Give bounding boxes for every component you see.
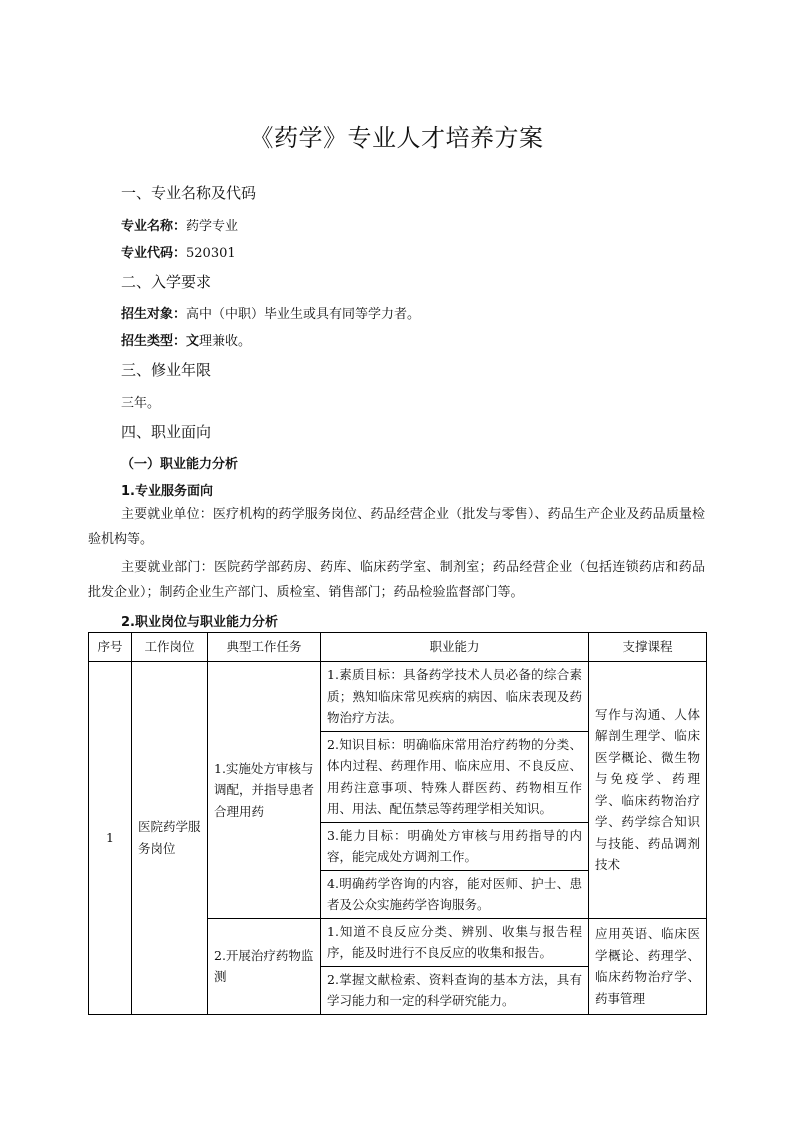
enrollment-type-line	[121, 330, 251, 349]
header-post: 工作岗位	[132, 633, 208, 662]
enrollment-type-label: 招生类型：	[121, 334, 187, 349]
major-code-value: 520301	[186, 246, 236, 261]
cell-task-2: 2.开展治疗药物监测	[208, 918, 321, 1014]
cell-ability: 3.能力目标：明确处方审核与用药指导的内容，能完成处方调剂工作。	[321, 822, 589, 870]
table-row	[89, 662, 707, 732]
header-ability: 职业能力	[321, 633, 589, 662]
cell-ability: 4.明确药学咨询的内容，能对医师、护士、患者及公众实施药学咨询服务。	[321, 870, 589, 918]
enrollment-type-value: 理兼收。	[199, 334, 252, 349]
header-courses: 支撑课程	[589, 633, 707, 662]
cell-task-1: 1.实施处方审核与调配，并指导患者合理用药	[208, 662, 321, 919]
cell-ability: 1.素质目标：具备药学技术人员必备的综合素质；熟知临床常见疾病的病因、临床表现及药物治疗方法。	[321, 662, 589, 732]
cell-no: 1	[89, 662, 132, 1015]
enrollment-target-label: 招生对象：	[121, 307, 187, 322]
major-name-label: 专业名称：	[121, 219, 187, 234]
cell-courses-2: 应用英语、临床医学概论、药理学、临床药物治疗学、药事管理	[589, 918, 707, 1014]
section-heading-career: 四、职业面向	[121, 423, 212, 441]
major-name-value: 药学专业	[186, 219, 239, 234]
cell-ability: 1.知道不良反应分类、辨别、收集与报告程序，能及时进行不良反应的收集和报告。	[321, 918, 589, 966]
employment-units-paragraph: 主要就业单位：医疗机构的药学服务岗位、药品经营企业（批发与零售）、药品生产企业及药品质量检验机构等。	[88, 507, 705, 547]
subsection-heading-ability-analysis: （一）职业能力分析	[121, 457, 239, 472]
cell-courses-1: 写作与沟通、人体解剖生理学、临床医学概论、微生物与免疫学、药理学、临床药物治疗学、药学综合知识与技能、药品调剂技术	[589, 662, 707, 919]
table-header-row	[89, 633, 707, 662]
document-title: 《药学》专业人才培养方案	[249, 124, 544, 152]
section-heading-duration: 三、修业年限	[121, 361, 212, 379]
enrollment-type-value-bold: 文	[186, 334, 200, 349]
header-no: 序号	[89, 633, 132, 662]
section-heading-name-code: 一、专业名称及代码	[121, 184, 257, 202]
duration-value: 三年。	[121, 396, 161, 411]
major-name-line	[121, 215, 238, 234]
section-heading-admission: 二、入学要求	[121, 273, 212, 291]
post-ability-table	[88, 632, 707, 1015]
enrollment-target-line	[121, 303, 420, 322]
header-task: 典型工作任务	[208, 633, 321, 662]
subsection-heading-posts: 2.职业岗位与职业能力分析	[121, 615, 278, 630]
employment-departments-paragraph: 主要就业部门：医院药学部药房、药库、临床药学室、制剂室；药品经营企业（包括连锁药店和药品批发企业）；制药企业生产部门、质检室、销售部门；药品检验监督部门等。	[88, 560, 705, 600]
cell-ability: 2.知识目标：明确临床常用治疗药物的分类、体内过程、药理作用、临床应用、不良反应、用药注意事项、特殊人群医药、药物相互作用、用法、配伍禁忌等药理学相关知识。	[321, 731, 589, 822]
cell-post: 医院药学服务岗位	[132, 662, 208, 1015]
enrollment-target-value: 高中（中职）毕业生或具有同等学力者。	[186, 307, 421, 322]
cell-ability: 2.掌握文献检索、资料查询的基本方法，具有学习能力和一定的科学研究能力。	[321, 966, 589, 1014]
major-code-label: 专业代码：	[121, 246, 187, 261]
major-code-line	[121, 242, 236, 261]
subsection-heading-service: 1.专业服务面向	[121, 484, 213, 499]
